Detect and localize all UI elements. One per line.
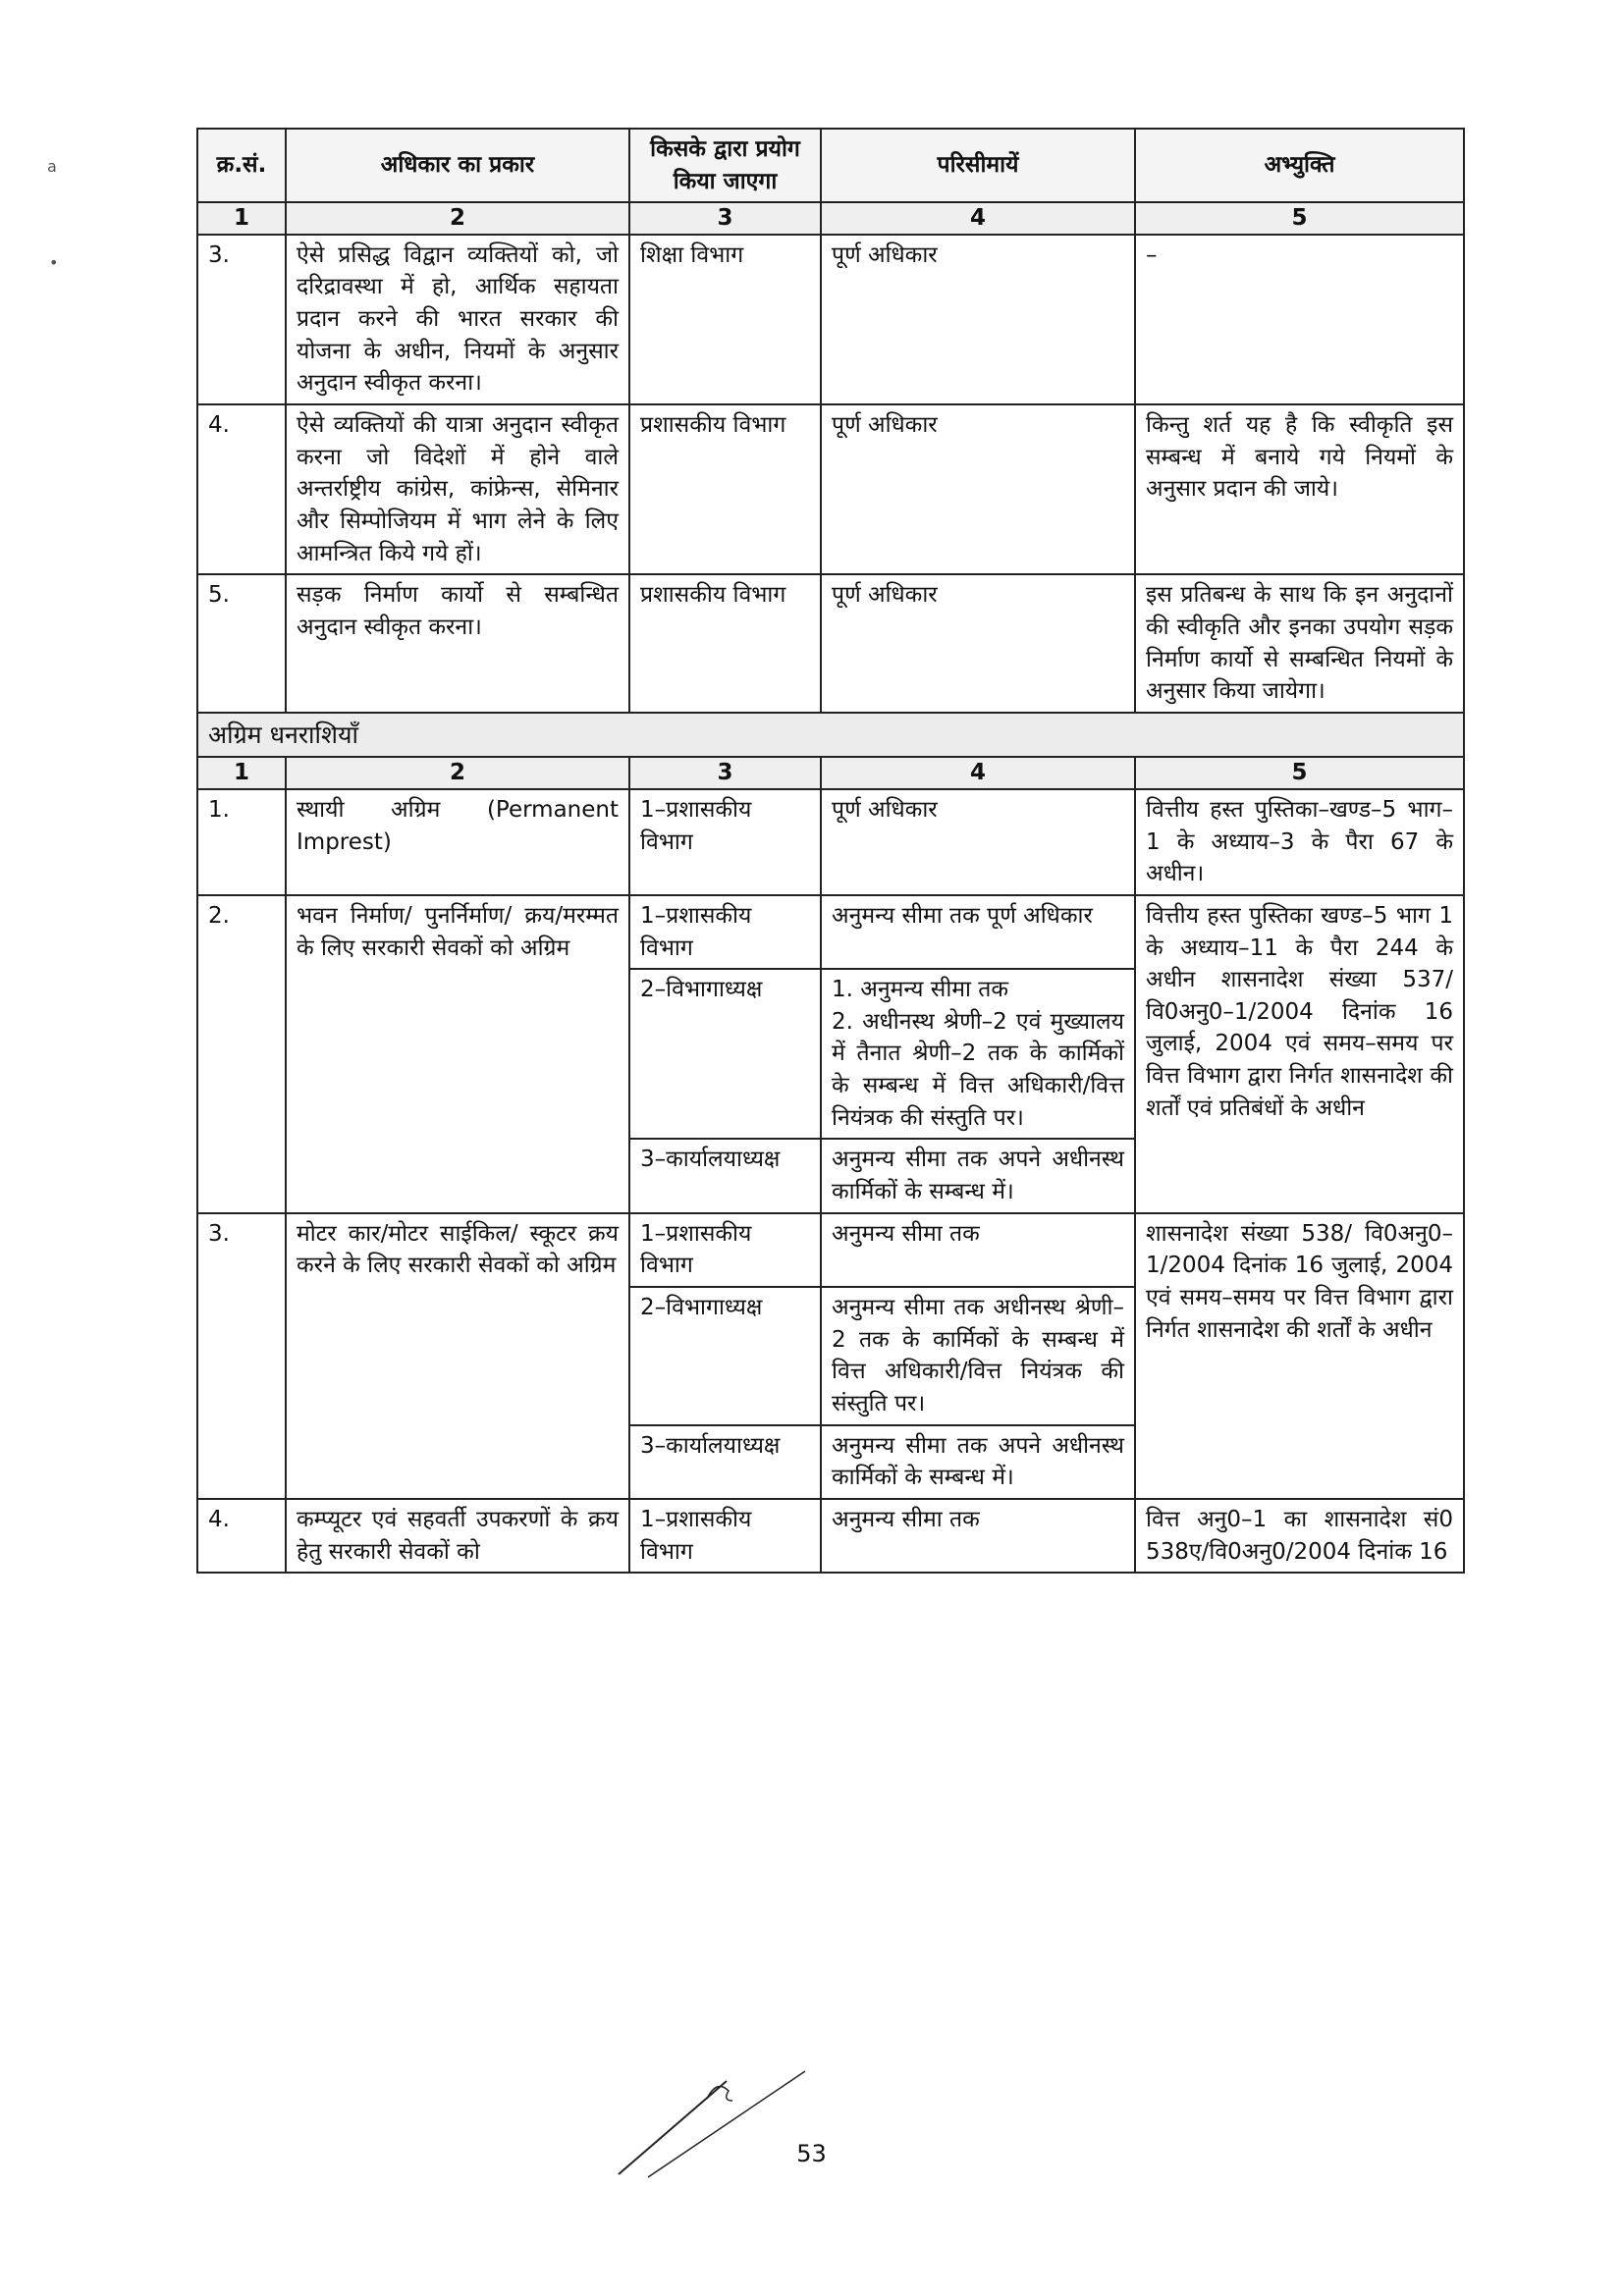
table-row [197,235,1464,404]
row-exercised-by: 1–प्रशासकीय विभाग [629,895,821,969]
row-exercised-by: 1–प्रशासकीय विभाग [629,1499,821,1573]
row-remarks: – [1135,235,1464,404]
row-exercised-by: 2–विभागाध्यक्ष [629,1287,821,1425]
section-title: अग्रिम धनराशियाँ [197,713,1464,758]
row-limits: अनुमन्य सीमा तक [821,1499,1135,1573]
row-limits: अनुमन्य सीमा तक पूर्ण अधिकार [821,895,1135,969]
row-serial: 5. [197,574,286,713]
column-number: 4 [821,202,1135,234]
row-remarks: किन्तु शर्त यह है कि स्वीकृति इस सम्बन्ध में बनाये गये नियमों के अनुसार प्रदान की जाये। [1135,404,1464,574]
table-header-row [197,129,1464,202]
row-exercised-by: 3–कार्यालयाध्यक्ष [629,1425,821,1499]
table-row [197,574,1464,713]
row-serial: 2. [197,895,286,1213]
row-description: भवन निर्माण/ पुनर्निर्माण/ क्रय/मरम्मत के लिए सरकारी सेवकों को अग्रिम [286,895,629,1213]
row-serial: 1. [197,789,286,895]
margin-mark: a [47,157,57,176]
row-exercised-by: 1–प्रशासकीय विभाग [629,789,821,895]
row-remarks: शासनादेश संख्या 538/ वि0अनु0–1/2004 दिनांक 16 जुलाई, 2004 एवं समय–समय पर वित्त विभाग द्वारा निर्गत शासनादेश की शर्तों के अधीन [1135,1213,1464,1499]
row-exercised-by: शिक्षा विभाग [629,235,821,404]
header-exercised-by: किसके द्वारा प्रयोग किया जाएगा [629,129,821,202]
column-number: 1 [197,202,286,234]
column-number: 4 [821,757,1135,788]
row-limits [821,969,1135,1139]
row-limits: अनुमन्य सीमा तक अपने अधीनस्थ कार्मिकों के सम्बन्ध में। [821,1425,1135,1499]
row-limits: पूर्ण अधिकार [821,789,1135,895]
row-serial: 3. [197,235,286,404]
limit-item: 2. अधीनस्थ श्रेणी–2 एवं मुख्यालय में तैनात श्रेणी–2 तक के कार्मिकों के सम्बन्ध में वित्त अधिकारी/वित्त नियंत्रक की संस्तुति पर। [832,1008,1124,1131]
row-limits: अनुमन्य सीमा तक अधीनस्थ श्रेणी–2 तक के कार्मिकों के सम्बन्ध में वित्त अधिकारी/वित्त नियंत्रक की संस्तुति पर। [821,1287,1135,1425]
row-serial: 4. [197,404,286,574]
column-number: 1 [197,757,286,788]
row-exercised-by: 2–विभागाध्यक्ष [629,969,821,1139]
margin-mark: • [49,253,59,272]
column-number: 2 [286,757,629,788]
row-description: मोटर कार/मोटर साईकिल/ स्कूटर क्रय करने के लिए सरकारी सेवकों को अग्रिम [286,1213,629,1499]
row-remarks: वित्त अनु0–1 का शासनादेश सं0 538ए/वि0अनु0/2004 दिनांक 16 [1135,1499,1464,1573]
column-number: 5 [1135,202,1464,234]
column-number-row [197,202,1464,234]
header-limits: परिसीमायें [821,129,1135,202]
limit-item: 1. अनुमन्य सीमा तक [832,977,1009,1003]
row-description: सड़क निर्माण कार्यो से सम्बन्धित अनुदान स्वीकृत करना। [286,574,629,713]
section-heading-row [197,713,1464,758]
page-number: 53 [796,2140,827,2167]
column-number-row [197,757,1464,788]
row-remarks: इस प्रतिबन्ध के साथ कि इन अनुदानों की स्वीकृति और इनका उपयोग सड़क निर्माण कार्यो से सम्बन्धित नियमों के अनुसार किया जायेगा। [1135,574,1464,713]
row-description: स्थायी अग्रिम (Permanent Imprest) [286,789,629,895]
row-limits: अनुमन्य सीमा तक अपने अधीनस्थ कार्मिकों के सम्बन्ध में। [821,1139,1135,1212]
column-number: 3 [629,202,821,234]
table-row [197,895,1464,969]
header-remarks: अभ्युक्ति [1135,129,1464,202]
row-description: ऐसे व्यक्तियों की यात्रा अनुदान स्वीकृत करना जो विदेशों में होने वाले अन्तर्राष्ट्रीय कांग्रेस, कांफ्रेन्स, सेमिनार और सिम्पोजियम में भाग लेने के लिए आमन्त्रित किये गये हों। [286,404,629,574]
row-limits: अनुमन्य सीमा तक [821,1213,1135,1287]
row-limits: पूर्ण अधिकार [821,574,1135,713]
header-serial: क्र.सं. [197,129,286,202]
table-row [197,404,1464,574]
column-number: 5 [1135,757,1464,788]
row-exercised-by: प्रशासकीय विभाग [629,574,821,713]
column-number: 2 [286,202,629,234]
table-row [197,1213,1464,1287]
row-remarks: वित्तीय हस्त पुस्तिका खण्ड–5 भाग 1 के अध्याय–11 के पैरा 244 के अधीन शासनादेश संख्या 537/वि0अनु0–1/2004 दिनांक 16 जुलाई, 2004 एवं समय–समय पर वित्त विभाग द्वारा निर्गत शासनादेश की शर्तों एवं प्रतिबंधों के अधीन [1135,895,1464,1213]
delegation-table [196,128,1465,1574]
row-description: कम्प्यूटर एवं सहवर्ती उपकरणों के क्रय हेतु सरकारी सेवकों को [286,1499,629,1573]
row-serial: 3. [197,1213,286,1499]
row-description: ऐसे प्रसिद्ध विद्वान व्यक्तियों को, जो दरिद्रावस्था में हो, आर्थिक सहायता प्रदान करने की भारत सरकार की योजना के अधीन, नियमों के अनुसार अनुदान स्वीकृत करना। [286,235,629,404]
header-authority-type: अधिकार का प्रकार [286,129,629,202]
table-row [197,789,1464,895]
table-row [197,1499,1464,1573]
row-serial: 4. [197,1499,286,1573]
row-limits: पूर्ण अधिकार [821,235,1135,404]
row-exercised-by: प्रशासकीय विभाग [629,404,821,574]
column-number: 3 [629,757,821,788]
row-exercised-by: 1–प्रशासकीय विभाग [629,1213,821,1287]
row-remarks: वित्तीय हस्त पुस्तिका–खण्ड–5 भाग–1 के अध्याय–3 के पैरा 67 के अधीन। [1135,789,1464,895]
row-limits: पूर्ण अधिकार [821,404,1135,574]
row-exercised-by: 3–कार्यालयाध्यक्ष [629,1139,821,1212]
